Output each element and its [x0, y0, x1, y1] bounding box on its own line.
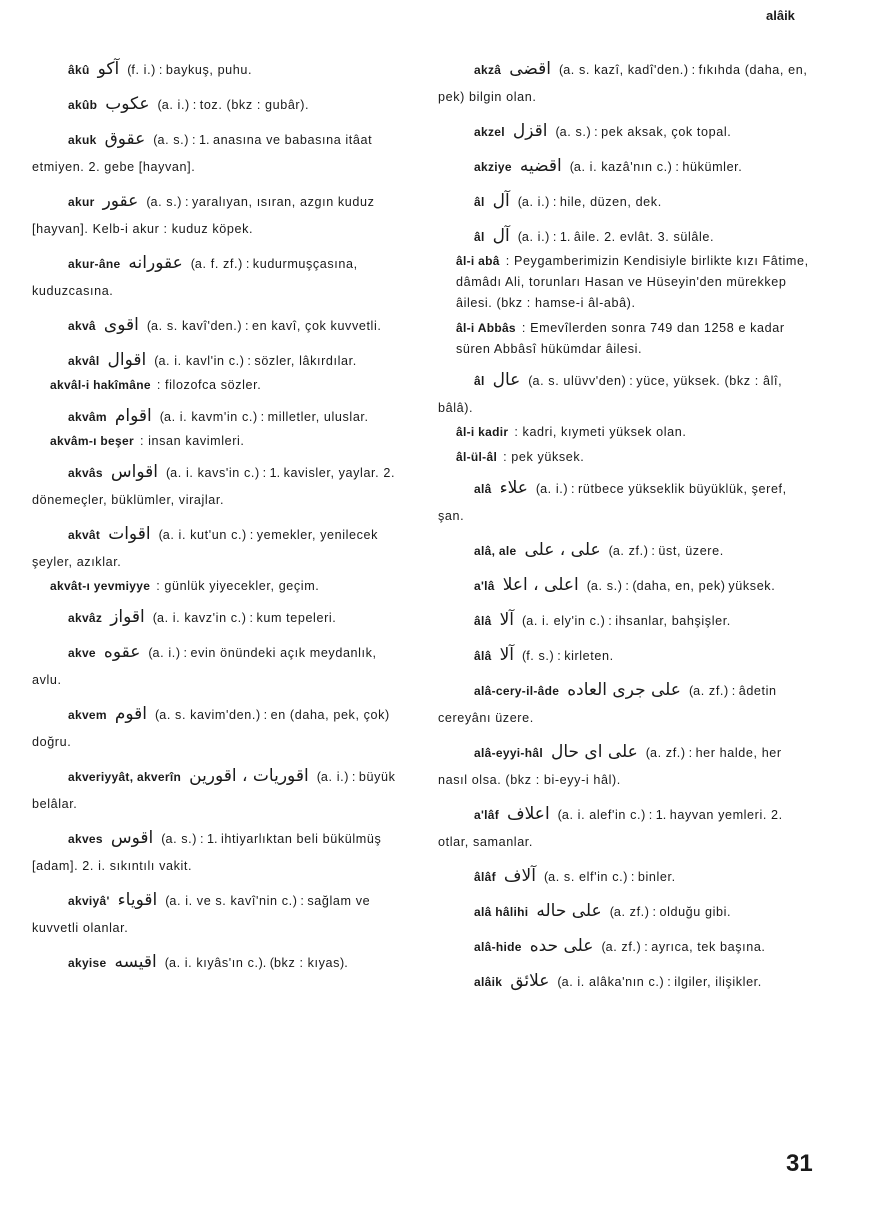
entry-text	[438, 642, 814, 670]
entry-text	[32, 949, 408, 977]
headword: akvâm	[68, 410, 107, 424]
dictionary-entry	[438, 933, 814, 961]
headword: akyise	[68, 956, 107, 970]
arabic-script: عال	[492, 370, 521, 390]
headword: âl	[474, 230, 485, 244]
definition: (a. zf.) : üst, üzere.	[608, 544, 724, 558]
dictionary-entry	[32, 521, 408, 597]
headword: akvâs	[68, 466, 103, 480]
definition: (a. i.) : toz. (bkz : gubâr).	[157, 98, 310, 112]
headword: a'lâ	[474, 579, 495, 593]
sub-entry	[32, 431, 408, 452]
definition: (a. s.) : yaralıyan, ısıran, azgın kuduz [hayvan]. Kelb-i akur : kuduz köpek.	[32, 195, 375, 236]
sub-entry	[438, 318, 814, 360]
arabic-script: على حاله	[536, 901, 602, 921]
arabic-script: آكو	[97, 59, 120, 79]
arabic-script: اقوريات ، اقورين	[189, 766, 309, 786]
entry-text	[438, 153, 814, 181]
arabic-script: اقوس	[110, 828, 154, 848]
headword: âl	[474, 195, 485, 209]
arabic-script: آلاف	[503, 866, 536, 886]
dictionary-entry	[32, 188, 408, 243]
headword: a'lâf	[474, 808, 500, 822]
dictionary-entry	[32, 604, 408, 632]
arabic-script: عقوه	[103, 642, 141, 662]
entry-text	[438, 56, 814, 111]
dictionary-entry	[32, 639, 408, 694]
definition: (a. zf.) : olduğu gibi.	[609, 905, 732, 919]
headword: âl	[474, 374, 485, 388]
entry-text	[438, 188, 814, 216]
sub-definition: : günlük yiyecekler, geçim.	[156, 579, 320, 593]
definition: (a. i.) : büyük belâlar.	[32, 770, 396, 811]
definition: (a. s.) : pek aksak, çok topal.	[555, 125, 732, 139]
entry-text	[32, 604, 408, 632]
sub-entry	[438, 447, 814, 468]
headword: akve	[68, 646, 96, 660]
entry-text	[438, 739, 814, 794]
dictionary-entry	[438, 537, 814, 565]
definition: (a. i. kazâ'nın c.) : hükümler.	[569, 160, 743, 174]
headword: akvâ	[68, 319, 96, 333]
arabic-script: آل	[492, 191, 510, 211]
arabic-script: اعلى ، اعلا	[502, 575, 579, 595]
headword: alâ-cery-il-âde	[474, 684, 560, 698]
arabic-script: اقوى	[103, 315, 139, 335]
headword: alâ, ale	[474, 544, 517, 558]
headword: akur	[68, 195, 95, 209]
definition: (a. s. kavim'den.) : en (daha, pek, çok) doğru.	[32, 708, 390, 749]
entry-text	[32, 126, 408, 181]
definition: (a. i.) : evin önündeki açık meydanlık, avlu.	[32, 646, 377, 687]
entry-text	[32, 763, 408, 818]
arabic-script: آل	[492, 226, 510, 246]
headword: akûb	[68, 98, 98, 112]
dictionary-entry	[438, 642, 814, 670]
dictionary-entry	[32, 250, 408, 305]
dictionary-entry	[32, 126, 408, 181]
entry-text	[438, 677, 814, 732]
entry-text	[32, 887, 408, 942]
dictionary-entry	[438, 572, 814, 600]
definition: (a. i. alâka'nın c.) : ilgiler, ilişikler.	[557, 975, 762, 989]
dictionary-entry	[32, 347, 408, 396]
entry-text	[32, 639, 408, 694]
entry-text	[32, 825, 408, 880]
dictionary-entry	[32, 825, 408, 880]
definition: (f. s.) : kirleten.	[522, 649, 614, 663]
entry-text	[32, 403, 408, 431]
definition: (a. i. kıyâs'ın c.). (bkz : kıyas).	[164, 956, 348, 970]
sub-entry	[32, 576, 408, 597]
entry-text	[32, 250, 408, 305]
dictionary-entry	[32, 949, 408, 977]
definition: (a. zf.) : âdetin cereyânı üzere.	[438, 684, 777, 725]
sub-entry	[32, 375, 408, 396]
definition: (a. i. ely'in c.) : ihsanlar, bahşişler.	[522, 614, 731, 628]
sub-definition: : pek yüksek.	[503, 450, 585, 464]
arabic-script: عقوق	[104, 129, 146, 149]
arabic-script: عقورانه	[128, 253, 183, 273]
arabic-script: اقيسه	[114, 952, 157, 972]
definition: (a. i.) : hile, düzen, dek.	[517, 195, 662, 209]
definition: (a. i. alef'in c.) : 1. hayvan yemleri. 2. otlar, samanlar.	[438, 808, 783, 849]
dictionary-entry	[438, 968, 814, 996]
entry-text	[32, 701, 408, 756]
dictionary-entry	[438, 898, 814, 926]
headword: akzâ	[474, 63, 502, 77]
arabic-script: علاء	[499, 478, 528, 498]
arabic-script: اقضيه	[519, 156, 562, 176]
definition: (f. i.) : baykuş, puhu.	[127, 63, 253, 77]
headword: âlâ	[474, 649, 492, 663]
definition: (a. s.) : (daha, en, pek) yüksek.	[586, 579, 776, 593]
arabic-script: اقزل	[512, 121, 548, 141]
guide-word: alâik	[766, 8, 795, 23]
dictionary-entry	[32, 56, 408, 84]
entry-text	[438, 537, 814, 565]
sub-definition: : kadri, kıymeti yüksek olan.	[514, 425, 687, 439]
right-column	[438, 56, 814, 1003]
arabic-script: اقوم	[114, 704, 148, 724]
definition: (a. s. ulüvv'den) : yüce, yüksek. (bkz : âlî, bâlâ).	[438, 374, 783, 415]
dictionary-entry	[32, 312, 408, 340]
arabic-script: آلا	[499, 645, 515, 665]
entry-text	[438, 863, 814, 891]
sub-definition: : filozofca sözler.	[156, 378, 262, 392]
arabic-script: على جرى العاده	[567, 680, 681, 700]
dictionary-entry	[438, 223, 814, 360]
sub-definition: : Emevîlerden sonra 749 dan 1258 e kadar süren Abbâsî hükümdar âilesi.	[456, 321, 785, 356]
headword: akziye	[474, 160, 512, 174]
headword: akur-âne	[68, 257, 121, 271]
sub-headword: akvâl-i hakîmâne	[50, 378, 151, 392]
definition: (a. s. elf'in c.) : binler.	[543, 870, 676, 884]
sub-headword: akvât-ı yevmiyye	[50, 579, 151, 593]
headword: akvâl	[68, 354, 100, 368]
definition: (a. i.) : 1. âile. 2. evlât. 3. sülâle.	[517, 230, 715, 244]
arabic-script: اعلاف	[507, 804, 550, 824]
sub-headword: âl-i kadir	[456, 425, 509, 439]
headword: akveriyyât, akverîn	[68, 770, 182, 784]
sub-headword: akvâm-ı beşer	[50, 434, 134, 448]
sub-headword: âl-ül-âl	[456, 450, 498, 464]
dictionary-entry	[32, 763, 408, 818]
dictionary-entry	[438, 153, 814, 181]
entry-text	[438, 118, 814, 146]
headword: alâ hâlihi	[474, 905, 529, 919]
dictionary-entry	[438, 475, 814, 530]
left-column	[32, 56, 408, 984]
definition: (a. zf.) : ayrıca, tek başına.	[601, 940, 766, 954]
definition: (a. i. kavz'in c.) : kum tepeleri.	[152, 611, 337, 625]
entry-text	[32, 312, 408, 340]
headword: akviyâ'	[68, 894, 110, 908]
entry-text	[438, 898, 814, 926]
definition: (a. s. kavî'den.) : en kavî, çok kuvvetli.	[146, 319, 382, 333]
entry-text	[438, 223, 814, 251]
definition: (a. i. ve s. kavî'nin c.) : sağlam ve kuvvetli olanlar.	[32, 894, 371, 935]
headword: akves	[68, 832, 103, 846]
dictionary-entry	[438, 801, 814, 856]
definition: (a. i. kut'un c.) : yemekler, yenilecek şeyler, azıklar.	[32, 528, 379, 569]
entry-text	[32, 459, 408, 514]
dictionary-entry	[32, 91, 408, 119]
dictionary-entry	[32, 459, 408, 514]
definition: (a. i. kavs'in c.) : 1. kavisler, yaylar. 2. dönemeçler, büklümler, virajlar.	[32, 466, 396, 507]
headword: akvem	[68, 708, 107, 722]
entry-text	[32, 91, 408, 119]
headword: âlâ	[474, 614, 492, 628]
headword: akzel	[474, 125, 505, 139]
entry-text	[32, 188, 408, 243]
arabic-script: علائق	[510, 971, 550, 991]
sub-entry	[438, 422, 814, 443]
entry-text	[438, 933, 814, 961]
definition: (a. zf.) : her halde, her nasıl olsa. (bkz : bi-eyy-i hâl).	[438, 746, 782, 787]
dictionary-entry	[32, 403, 408, 452]
arabic-script: اقوال	[107, 350, 147, 370]
sub-definition: : Peygamberimizin Kendisiyle birlikte kızı Fâtime, dâmâdı Ali, torunları Hasan ve Hüseyin'den mürekkep âilesi. (bkz : hamse-i âl-abâ).	[456, 254, 809, 310]
arabic-script: آلا	[499, 610, 515, 630]
arabic-script: اقوات	[108, 524, 151, 544]
arabic-script: اقوياء	[117, 890, 158, 910]
definition: (a. i. kavl'in c.) : sözler, lâkırdılar.	[154, 354, 357, 368]
arabic-script: عكوب	[105, 94, 150, 114]
dictionary-entry	[438, 677, 814, 732]
dictionary-entry	[438, 56, 814, 111]
arabic-script: اقوام	[114, 406, 152, 426]
arabic-script: اقضى	[509, 59, 551, 79]
entry-text	[438, 968, 814, 996]
arabic-script: اقواز	[110, 607, 145, 627]
headword: âlâf	[474, 870, 496, 884]
dictionary-entry	[438, 607, 814, 635]
dictionary-entry	[438, 118, 814, 146]
arabic-script: على حده	[529, 936, 594, 956]
dictionary-entry	[438, 863, 814, 891]
headword: alâ-hide	[474, 940, 522, 954]
headword: alâ	[474, 482, 492, 496]
definition: (a. f. zf.) : kudurmuşçasına, kuduzcasına.	[32, 257, 358, 298]
entry-text	[438, 572, 814, 600]
entry-text	[32, 521, 408, 576]
dictionary-entry	[32, 887, 408, 942]
sub-definition: : insan kavimleri.	[139, 434, 245, 448]
entry-text	[438, 801, 814, 856]
entry-text	[438, 475, 814, 530]
headword: akvât	[68, 528, 101, 542]
headword: akuk	[68, 133, 97, 147]
entry-text	[438, 367, 814, 422]
definition: (a. s.) : 1. ihtiyarlıktan beli bükülmüş [adam]. 2. i. sıkıntılı vakit.	[32, 832, 382, 873]
sub-entry	[438, 251, 814, 314]
entry-text	[32, 56, 408, 84]
headword: alâik	[474, 975, 503, 989]
dictionary-entry	[32, 701, 408, 756]
definition: (a. s.) : 1. anasına ve babasına itâat etmiyen. 2. gebe [hayvan].	[32, 133, 373, 174]
entry-text	[438, 607, 814, 635]
arabic-script: عقور	[102, 191, 139, 211]
headword: alâ-eyyi-hâl	[474, 746, 543, 760]
page-number: 31	[786, 1150, 813, 1177]
arabic-script: اقواس	[110, 462, 158, 482]
entry-text	[32, 347, 408, 375]
arabic-script: على اى حال	[550, 742, 638, 762]
dictionary-entry	[438, 739, 814, 794]
arabic-script: على ، علی	[524, 540, 601, 560]
headword: akvâz	[68, 611, 103, 625]
definition: (a. s. kazî, kadî'den.) : fıkıhda (daha, en, pek) bilgin olan.	[438, 63, 808, 104]
headword: âkû	[68, 63, 90, 77]
sub-headword: âl-i abâ	[456, 254, 500, 268]
dictionary-entry	[438, 188, 814, 216]
definition: (a. i. kavm'in c.) : milletler, uluslar.	[159, 410, 369, 424]
sub-headword: âl-i Abbâs	[456, 321, 516, 335]
definition: (a. i.) : rütbece yükseklik büyüklük, şeref, şan.	[438, 482, 787, 523]
dictionary-entry	[438, 367, 814, 468]
